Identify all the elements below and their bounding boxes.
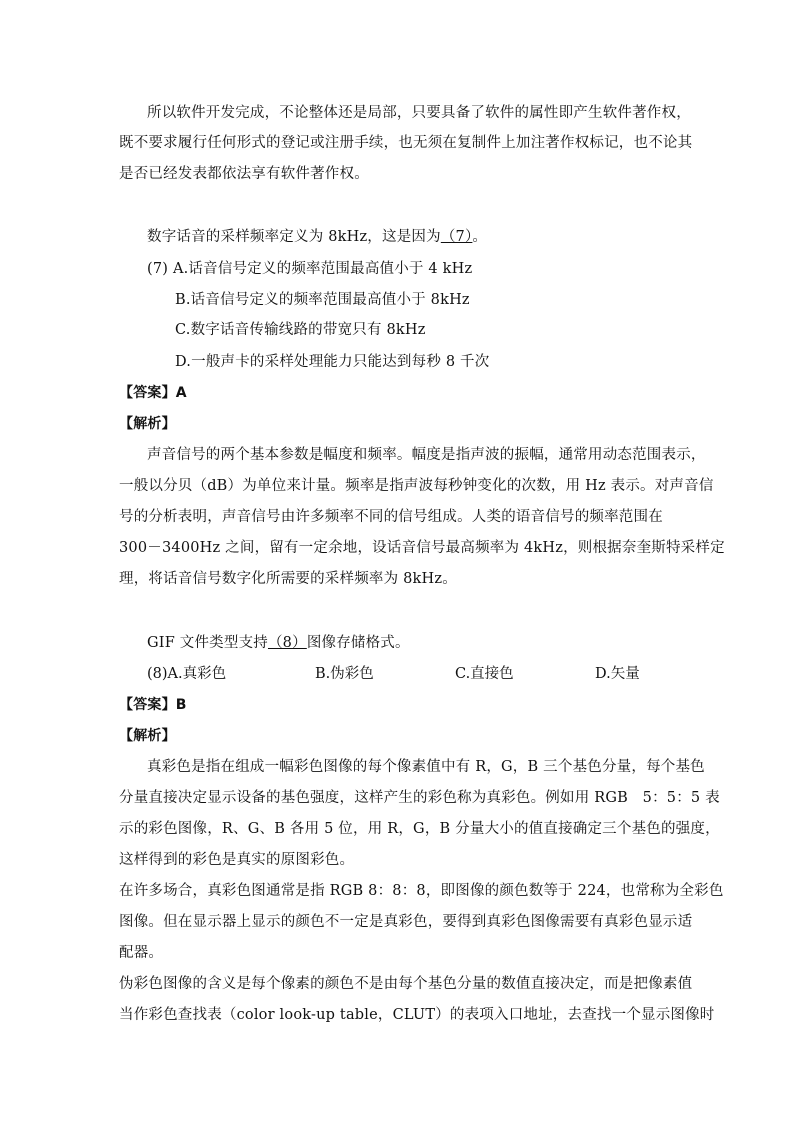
answer-blank: （7） xyxy=(440,229,473,245)
option-c: C.直接色 xyxy=(455,666,514,682)
analysis-label: 【解析】 xyxy=(119,728,176,744)
analysis-line: 一般以分贝（dB）为单位来计量。频率是指声波每秒钟变化的次数，用 Hz 表示。对声音信 xyxy=(119,478,714,494)
analysis-line: 配器。 xyxy=(119,945,164,961)
question-stem-end: 图像存储格式。 xyxy=(306,635,410,651)
paragraph-line: 是否已经发表都依法享有软件著作权。 xyxy=(119,166,369,182)
question-stem-end: 。 xyxy=(472,229,488,245)
question-stem-text: 数字话音的采样频率定义为 8kHz，这是因为 xyxy=(147,229,441,245)
answer-blank: （8） xyxy=(267,635,307,651)
question-7-stem xyxy=(147,227,487,247)
option-d: D.一般声卡的采样处理能力只能达到每秒 8 千次 xyxy=(175,354,490,370)
option-b: B.伪彩色 xyxy=(315,666,374,682)
option-d: D.矢量 xyxy=(595,666,640,682)
analysis-line: 真彩色是指在组成一幅彩色图像的每个像素值中有 R，G，B 三个基色分量，每个基色 xyxy=(147,759,705,775)
analysis-line: 图像。但在显示器上显示的颜色不一定是真彩色，要得到真彩色图像需要有真彩色显示适 xyxy=(119,914,693,930)
question-8-stem xyxy=(147,633,410,653)
analysis-line: 伪彩色图像的含义是每个像素的颜色不是由每个基色分量的数值直接决定，而是把像素值 xyxy=(119,976,693,992)
analysis-line: 示的彩色图像，R、G、B 各用 5 位，用 R，G，B 分量大小的值直接确定三个基色的强度， xyxy=(119,821,720,837)
paragraph-line: 所以软件开发完成，不论整体还是局部，只要具备了软件的属性即产生软件著作权， xyxy=(147,105,691,121)
option-a: (8)A.真彩色 xyxy=(147,666,227,682)
answer-label: 【答案】B xyxy=(119,697,187,713)
analysis-line: 300－3400Hz 之间，留有一定余地，设话音信号最高频率为 4kHz，则根据奈奎斯特采样定 xyxy=(119,540,725,556)
analysis-line: 理，将话音信号数字化所需要的采样频率为 8kHz。 xyxy=(119,571,457,587)
analysis-line: 分量直接决定显示设备的基色强度，这样产生的彩色称为真彩色。例如用 RGB 5：5：5 表 xyxy=(119,790,720,806)
analysis-line: 当作彩色查找表（color look-up table，CLUT）的表项入口地址，去查找一个显示图像时 xyxy=(119,1007,715,1023)
analysis-line: 号的分析表明，声音信号由许多频率不同的信号组成。人类的语音信号的频率范围在 xyxy=(119,509,663,525)
analysis-line: 声音信号的两个基本参数是幅度和频率。幅度是指声波的振幅，通常用动态范围表示， xyxy=(147,447,706,463)
answer-label: 【答案】A xyxy=(119,385,187,401)
option-c: C.数字话音传输线路的带宽只有 8kHz xyxy=(175,322,426,338)
option-b: B.话音信号定义的频率范围最高值小于 8kHz xyxy=(175,292,470,308)
analysis-label: 【解析】 xyxy=(119,416,176,432)
analysis-line: 在许多场合，真彩色图通常是指 RGB 8：8：8，即图像的颜色数等于 224，也常称为全彩色 xyxy=(119,883,724,899)
option-a: (7) A.话音信号定义的频率范围最高值小于 4 kHz xyxy=(147,261,473,277)
analysis-line: 这样得到的彩色是真实的原图彩色。 xyxy=(119,852,355,868)
question-stem-text: GIF 文件类型支持 xyxy=(147,635,268,651)
paragraph-line: 既不要求履行任何形式的登记或注册手续，也无须在复制件上加注著作权标记，也不论其 xyxy=(119,135,693,151)
